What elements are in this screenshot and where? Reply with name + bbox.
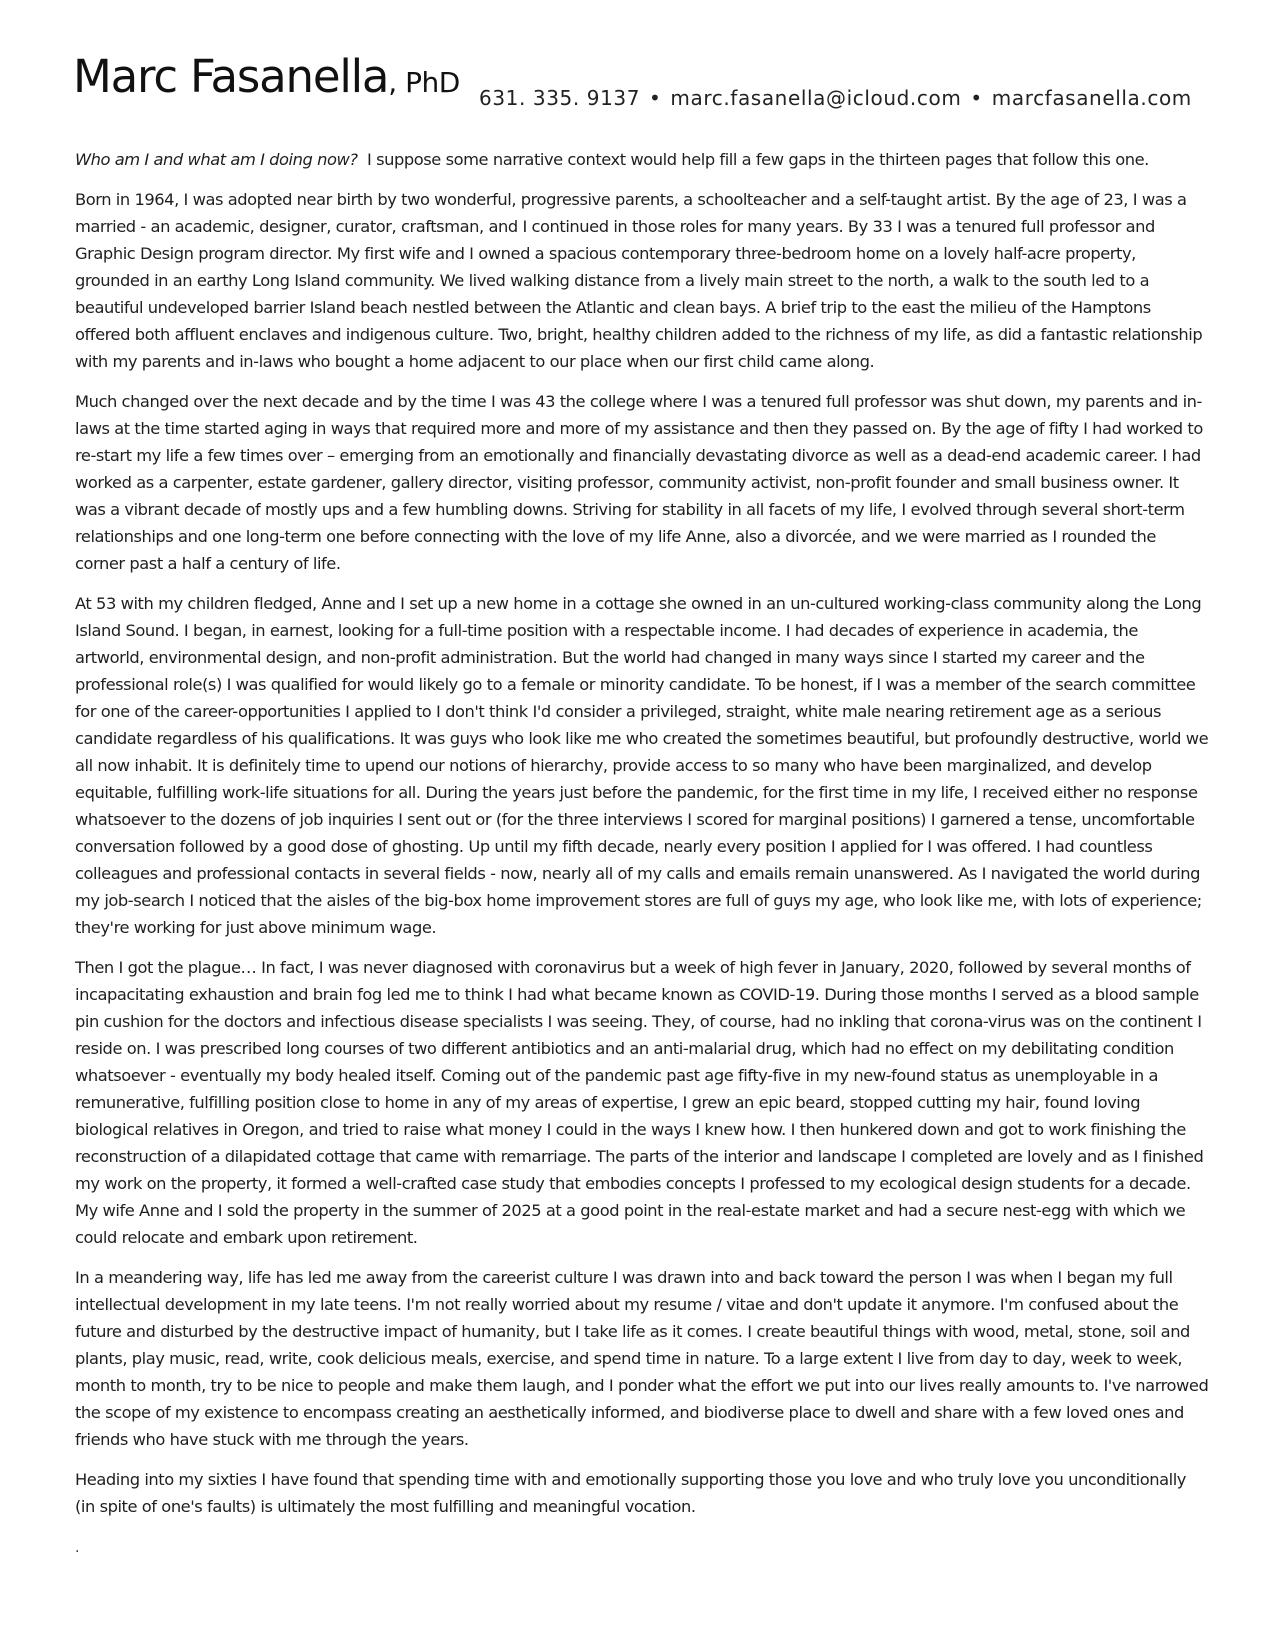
narrative-body — [75, 146, 1210, 1533]
paragraph-conclusion: Heading into my sixties I have found that spending time with and emotionally supporting those you love and who truly love you unconditionally (in spite of one's faults) is ultimately the most fulfilling and meaningful vocation. — [75, 1470, 1186, 1516]
contact-separator: • — [649, 86, 662, 110]
contact-separator: • — [970, 86, 983, 110]
paragraph-job-search: At 53 with my children fledged, Anne and I set up a new home in a cottage she owned in an un-cultured working-class community along the Long Island Sound. I began, in earnest, looking for a full-time position with a respectable income. I had decades of experience in academia, the artworld, environmental design, and non-profit administration. But the world had changed in many ways since I started my career and the professional role(s) I was qualified for would likely go to a female or minority candidate. To be honest, if I was a member of the search committee for one of the career-opportunities I applied to I don't think I'd consider a privileged, straight, white male nearing retirement age as a serious candidate regardless of his qualifications. It was guys who look like me who created the sometimes beautiful, but profoundly destructive, world we all now inhabit. It is definitely time to upend our notions of hierarchy, provide access to so many who have been marginalized, and develop equitable, fulfilling work-life situations for all. During the years just before the pandemic, for the first time in my life, I received either no response whatsoever to the dozens of job inquiries I sent out or (for the three interviews I scored for marginal positions) I garnered a tense, uncomfortable conversation followed by a good dose of ghosting. Up until my fifth decade, nearly every position I applied for I was offered. I had countless colleagues and professional contacts in several fields - now, nearly all of my calls and emails remain unanswered. As I navigated the world during my job-search I noticed that the aisles of the big-box home improvement stores are full of guys my age, who look like me, with lots of experience; they're working for just above minimum wage. — [75, 594, 1209, 937]
author-name — [73, 50, 460, 103]
paragraph-reflection: In a meandering way, life has led me away from the careerist culture I was drawn into and back toward the person I was when I began my full intellectual development in my late teens. I'm not really worried about my resume / vitae and don't update it anymore. I'm confused about the future and disturbed by the destructive impact of humanity, but I take life as it comes. I create beautiful things with wood, metal, stone, soil and plants, play music, read, write, cook delicious meals, exercise, and spend time in nature. To a large extent I live from day to day, week to week, month to month, try to be nice to people and make them laugh, and I ponder what the effort we put into our lives really amounts to. I've narrowed the scope of my existence to encompass creating an aesthetically informed, and biodiverse place to dwell and share with a few loved ones and friends who have stuck with me through the years. — [75, 1268, 1209, 1449]
footer-dot: . — [75, 1540, 80, 1556]
phone-number: 631. 335. 9137 — [479, 86, 641, 110]
author-name-text: Marc Fasanella — [73, 50, 389, 103]
paragraph-next-decade: Much changed over the next decade and by the time I was 43 the college where I was a tenured full professor was shut down, my parents and in-laws at the time started aging in ways that required more and more of my assistance and then they passed on. By the age of fifty I had worked to re-start my life a few times over – emerging from an emotionally and financially devastating divorce as well as a dead-end academic career. I had worked as a carpenter, estate gardener, gallery director, visiting professor, community activist, non-profit founder and small business owner. It was a vibrant decade of mostly ups and a few humbling downs. Striving for stability in all facets of my life, I evolved through several short-term relationships and one long-term one before connecting with the love of my life Anne, also a divorcée, and we were married as I rounded the corner past a half a century of life. — [75, 392, 1203, 573]
intro-paragraph — [75, 146, 1210, 173]
paragraph-early-life: Born in 1964, I was adopted near birth by two wonderful, progressive parents, a schoolteacher and a self-taught artist. By the age of 23, I was a married - an academic, designer, curator, craftsman, and I continued in those roles for many years. By 33 I was a tenured full professor and Graphic Design program director. My first wife and I owned a spacious contemporary three-bedroom home on a lovely half-acre property, grounded in an earthy Long Island community. We lived walking distance from a lively main street to the north, a walk to the south led to a beautiful undeveloped barrier Island beach nestled between the Atlantic and clean bays. A brief trip to the east the milieu of the Hamptons offered both affluent enclaves and indigenous culture. Two, bright, healthy children added to the richness of my life, as did a fantastic relationship with my parents and in-laws who bought a home adjacent to our place when our first child came along. — [75, 190, 1203, 371]
intro-text: I suppose some narrative context would help fill a few gaps in the thirteen pages that follow this one. — [357, 150, 1149, 169]
author-degree: , PhD — [388, 66, 460, 99]
contact-line — [479, 86, 1192, 110]
paragraph-pandemic: Then I got the plague… In fact, I was never diagnosed with coronavirus but a week of high fever in January, 2020, followed by several months of incapacitating exhaustion and brain fog led me to think I had what became known as COVID-19. During those months I served as a blood sample pin cushion for the doctors and infectious disease specialists I was seeing. They, of course, had no inkling that corona-virus was on the continent I reside on. I was prescribed long courses of two different antibiotics and an anti-malarial drug, which had no effect on my debilitating condition whatsoever - eventually my body healed itself. Coming out of the pandemic past age fifty-five in my new-found status as unemployable in a remunerative, fulfilling position close to home in any of my areas of expertise, I grew an epic beard, stopped cutting my hair, found loving biological relatives in Oregon, and tried to raise what money I could in the ways I knew how. I then hunkered down and got to work finishing the reconstruction of a dilapidated cottage that came with remarriage. The parts of the interior and landscape I completed are lovely and as I finished my work on the property, it formed a well-crafted case study that embodies concepts I professed to my ecological design students for a decade. My wife Anne and I sold the property in the summer of 2025 at a good point in the real-estate market and had a secure nest-egg with which we could relocate and embark upon retirement. — [75, 958, 1204, 1247]
document-page — [75, 0, 1210, 146]
website-address: marcfasanella.com — [991, 86, 1192, 110]
email-address: marc.fasanella@icloud.com — [670, 86, 962, 110]
letterhead — [75, 50, 1210, 146]
intro-question: Who am I and what am I doing now? — [75, 150, 358, 169]
